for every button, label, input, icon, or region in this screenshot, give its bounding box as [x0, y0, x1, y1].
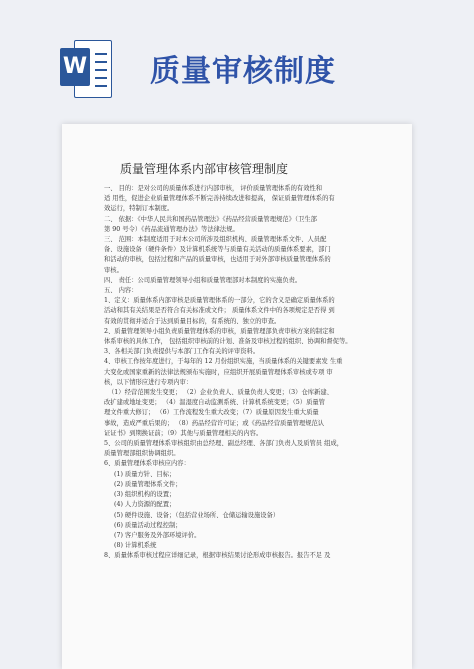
body-line: 适 用性，促进企业质量管理体系不断完善持续改进和提高， 保证质量管理体系的有	[104, 195, 335, 203]
body-line: 三、 范围：本制度适用于对本公司所涉及组织机构、质量管理体系文件、人员配	[104, 236, 327, 244]
word-logo-badge: W	[60, 48, 90, 86]
body-line: 和活动的审核，包括过程和产品的质量审核，也适用于对外部审核质量管理体系的	[104, 256, 331, 264]
list-item: (8) 计算机系统	[114, 542, 157, 550]
list-item: (2) 质量管理体系文件；	[114, 480, 182, 488]
banner-title: 质量审核制度	[150, 54, 336, 89]
body-line: （1）经营范围发生变更； （2）企业负责人、质量负责人变更；（3）仓库新建、	[108, 389, 333, 397]
body-line: 3、各相关部门负责提供与本部门工作有关的评审资料。	[104, 348, 260, 356]
list-item: (7) 客户服务及外部环境评价。	[114, 531, 201, 539]
body-line: 证证书》到期换证前；（9）其他与质量管理相关的内容。	[104, 429, 263, 437]
body-line: 核，以下情形应进行专项内审：	[104, 378, 193, 386]
body-line: 有效的贯彻并适合于达到质量目标的，有系统的、独立的审查。	[104, 317, 281, 325]
banner	[0, 0, 474, 118]
word-document-icon	[60, 38, 112, 98]
body-line: 6、质量管理体系审核应内容：	[104, 460, 190, 468]
body-line: 活动和其有关结果是否符合有关标准或文件； 质量体系文件中的各项规定是否得 到	[104, 307, 335, 315]
list-item: (1) 质量方针、目标；	[114, 470, 176, 478]
body-line: 5、公司的质量管理体系审核组织由总经理、副总经理、各部门负责人及质管员 组成，	[104, 440, 343, 448]
body-line: 质量管理部组织协调组织。	[104, 450, 180, 458]
body-line: 理文件重大修订； （6）工作流程发生重大改变；（7）质量原因发生重大质量	[104, 409, 319, 417]
body-line: 1、定义：质量体系内部审核是质量管理体系的一部分，它的含义是确定质量体系的	[104, 297, 335, 305]
body-line: 体系审核的具体工作， 包括组织审核前的计划、准备及审核过程的组织、协调和督促等。	[104, 338, 352, 346]
list-item: (5) 硬件设施、设备；（包括营业场所、仓储运输设施设备）	[114, 511, 280, 519]
body-line: 2、质量管理领导小组负责质量管理体系的审核，质量管理部负责审核方案的制定和	[104, 327, 335, 335]
body-line: 审核。	[104, 266, 123, 274]
body-line: 一、 目的：是对公司的质量体系进行内部审核， 评价质量管理体系的有效性和	[104, 185, 323, 192]
body-line: 二、 依据：《中华人民共和国药品管理法》《药品经营质量管理规范》（卫生部	[104, 215, 317, 223]
body-line: 第 90 号令）《药品流通管理办法》等法律法规。	[104, 225, 239, 233]
body-line: 事故，造成严重后果的； （8）药品经营许可证；或《药品经营质量管理规范认	[104, 419, 325, 427]
list-item: (3) 组织机构的设置；	[114, 491, 176, 499]
body-line: 大变化或国家重新的法律法规颁布实施时，应组织开展质量管理体系审核或专项 审	[104, 368, 333, 376]
body-line: 五、 内容：	[104, 287, 138, 295]
body-line: 备、设施设备（硬件条件）及计算机系统等与质量有关活动的质量体系要素，部门	[104, 246, 331, 254]
body-line: 8、质量体系审核过程应详细记录，根据审核结果讨论形成审核报告。报告不足 及	[104, 552, 331, 560]
document-page	[62, 124, 412, 669]
list-item: (4) 人力资源的配置；	[114, 501, 176, 509]
document-title: 质量管理体系内部审核管理制度	[120, 162, 289, 176]
body-line: 改扩建或地址变更； （4）温湿度自动监测系统、计算机系统变更；（5）质量管	[104, 399, 325, 407]
body-line: 效运行，特制订本制度。	[104, 205, 174, 213]
document-body	[104, 184, 394, 562]
body-line: 四、 责任：公司质量管理领导小组和质量管理部对本制度的实施负责。	[104, 276, 302, 284]
list-item: (6) 质量活动过程控制；	[114, 521, 182, 529]
body-line: 4、审核工作按年度进行，于每年的 12 月份组织实施，当质量体系的关键要素发 生重	[104, 358, 343, 366]
